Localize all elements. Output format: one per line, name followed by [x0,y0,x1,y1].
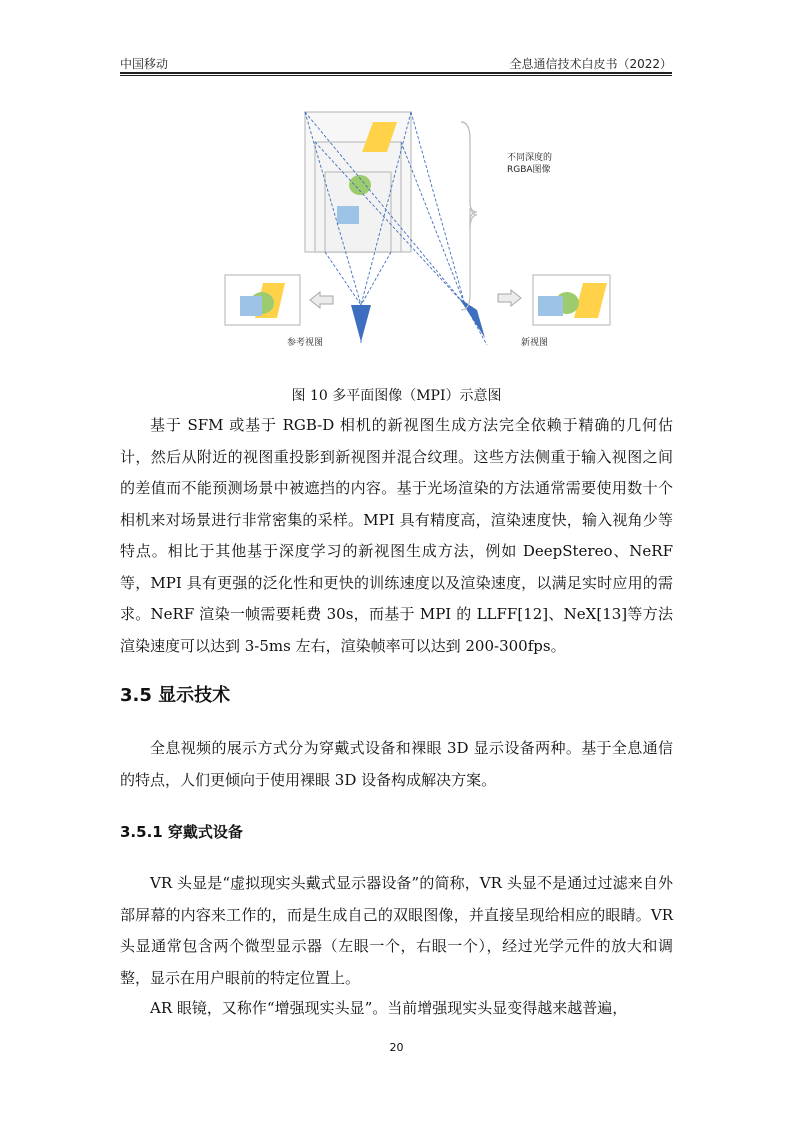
mpi-diagram [215,100,635,355]
header-rule [120,72,672,74]
reference-view-label: 参考视图 [287,338,324,348]
paragraph-vr-headset: VR 头显是“虚拟现实头戴式显示器设备”的简称，VR 头显不是通过过滤来自外部屏幕的内容来工作的，而是生成自己的双眼图像，并直接呈现给相应的眼睛。VR 头显通常包含两个微型显示器（左眼一个，右眼一个），经过光学元件的放大和调整，显示在用户眼前的特定位置上。 [120,874,673,987]
page-header [120,52,672,72]
figure-caption: 图 10 多平面图像（MPI）示意图 [291,388,502,404]
new-view-image [533,275,610,325]
new-view-label: 新视图 [521,338,549,348]
right-arrow-icon [498,290,521,306]
section-heading-3-5: 3.5 显示技术 [120,685,231,706]
new-camera-icon [459,298,485,338]
reference-view-image [225,275,300,325]
section-heading-3-5-1: 3.5.1 穿戴式设备 [120,823,243,841]
page-number: 20 [389,1041,404,1054]
blue-square [337,206,359,224]
depth-images-label: 不同深度的 RGBA图像 [507,153,553,175]
header-rule-thin [120,75,672,76]
header-org: 中国移动 [120,57,169,71]
brace [461,122,477,230]
plane-stack [305,112,411,252]
paragraph-display-methods: 全息视频的展示方式分为穿戴式设备和裸眼 3D 显示设备两种。基于全息通信的特点，人们更倾向于使用裸眼 3D 设备构成解决方案。 [120,739,673,789]
paragraph-ar-glasses: AR 眼镜，又称作“增强现实头显”。当前增强现实头显变得越来越普遍， [150,999,628,1017]
header-doc-title: 全息通信技术白皮书（2022） [509,57,672,71]
reference-camera-icon [351,305,371,342]
left-arrow-icon [310,292,333,308]
paragraph-mpi-comparison: 基于 SFM 或基于 RGB-D 相机的新视图生成方法完全依赖于精确的几何估计，然后从附近的视图重投影到新视图并混合纹理。这些方法侧重于输入视图之间的差值而不能预测场景中被遮挡的内容。基于光场渲染的方法通常需要使用数十个相机来对场景进行非常密集的采样。MPI 具有精度高，渲染速度快，输入视角少等特点。相比于其他基于深度学习的新视图生成方法，例如 DeepStereo、NeRF 等，MPI 具有更强的泛化性和更快的训练速度以及渲染速度，以满足实时应用的需求。NeRF 渲染一帧需要耗费 30s，而基于 MPI 的 LLFF[12]、NeX[13]等方法渲染速度可以达到 3-5ms 左右，渲染帧率可以达到 200-300fps。 [120,416,673,655]
mpi-figure [215,100,635,355]
